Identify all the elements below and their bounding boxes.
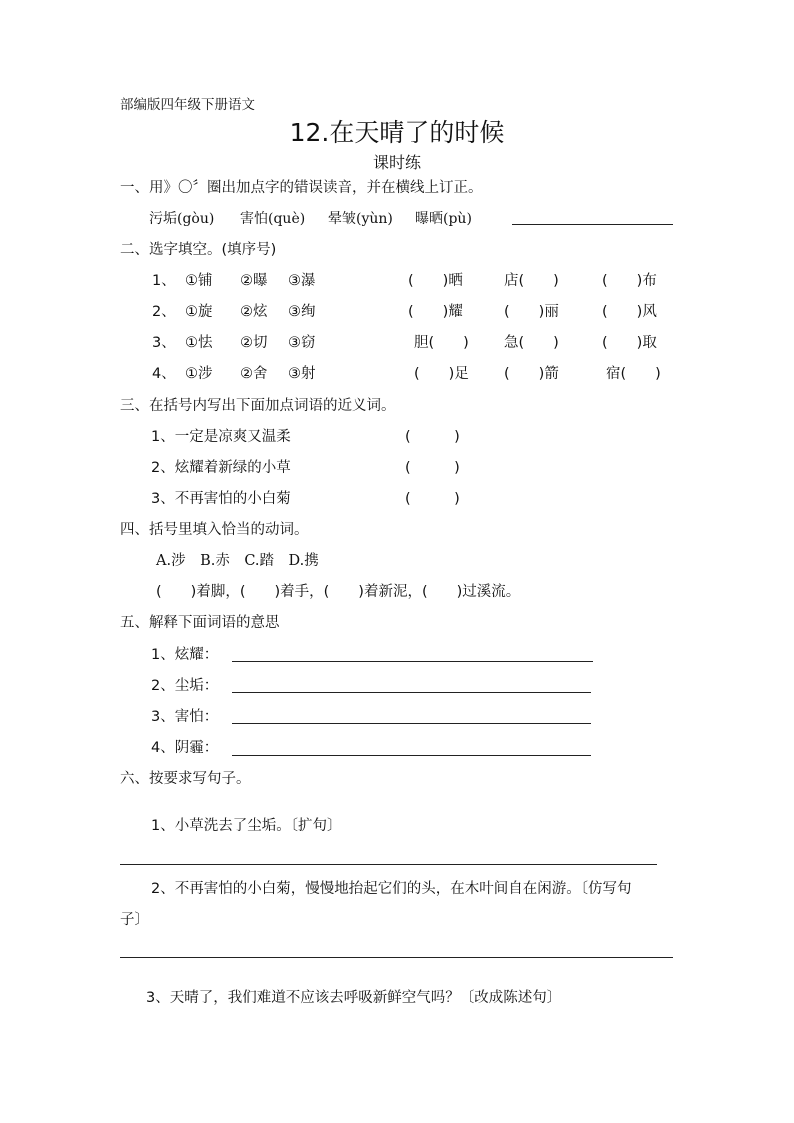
section3-heading: 三、在括号内写出下面加点词语的近义词。: [120, 398, 396, 414]
s1-item: 污垢(gòu): [149, 211, 215, 227]
s2-option: ③射: [288, 366, 316, 382]
s2-row-number: 2、: [152, 304, 176, 320]
section4-heading: 四、括号里填入恰当的动词。: [120, 522, 309, 538]
s5-item: 4、阴霾：: [151, 740, 219, 756]
section2-heading: 二、选字填空。(填序号): [120, 242, 277, 258]
s4-options: A.涉 B.赤 C.踏 D.携: [156, 553, 319, 569]
s5-item: 2、尘垢：: [151, 678, 219, 694]
s2-option: ②炫: [240, 304, 268, 320]
s2-blank[interactable]: ( )取: [602, 335, 657, 351]
s1-answer-line[interactable]: [512, 224, 673, 225]
s3-blank[interactable]: ( ): [405, 491, 460, 507]
s2-option: ①涉: [185, 366, 213, 382]
s5-item: 3、害怕：: [151, 709, 219, 725]
s2-blank[interactable]: 急( ): [504, 335, 559, 351]
s2-blank[interactable]: 店( ): [504, 273, 559, 289]
s5-answer-line[interactable]: [232, 723, 591, 724]
s6-question-3: 3、天晴了，我们难道不应该去呼吸新鲜空气吗？〔改成陈述句〕: [146, 990, 562, 1006]
s5-answer-line[interactable]: [232, 755, 591, 756]
s2-blank[interactable]: 胆( ): [414, 335, 469, 351]
s6-answer-line[interactable]: [120, 957, 673, 958]
s2-option: ①铺: [185, 273, 213, 289]
s2-option: ③绚: [288, 304, 316, 320]
s6-question-1: 1、小草洗去了尘垢。〔扩句〕: [151, 818, 342, 834]
section5-heading: 五、解释下面词语的意思: [120, 615, 280, 631]
s6-answer-line[interactable]: [120, 864, 657, 865]
page-subtitle: 课时练: [372, 153, 421, 172]
s2-blank[interactable]: 宿( ): [606, 366, 661, 382]
s2-option: ②曝: [240, 273, 268, 289]
s2-blank[interactable]: ( )足: [414, 366, 469, 382]
s6-question-2: 2、不再害怕的小白菊，慢慢地抬起它们的头，在木叶间自在闲游。〔仿写句: [151, 881, 632, 897]
page-title: 12.在天晴了的时候: [289, 118, 505, 147]
s2-option: ③窃: [288, 335, 316, 351]
s2-option: ②舍: [240, 366, 268, 382]
edition-label: 部编版四年级下册语文: [120, 97, 255, 113]
s5-answer-line[interactable]: [232, 692, 591, 693]
s1-item: 晕皱(yùn): [328, 211, 393, 227]
s2-blank[interactable]: ( )丽: [504, 304, 559, 320]
s2-option: ①怯: [185, 335, 213, 351]
s3-blank[interactable]: ( ): [405, 429, 460, 445]
s2-blank[interactable]: ( )箭: [504, 366, 559, 382]
s4-sentence[interactable]: ( )着脚，( )着手，( )着新泥，( )过溪流。: [156, 584, 521, 600]
s5-item: 1、炫耀：: [151, 647, 219, 663]
s2-row-number: 4、: [152, 366, 176, 382]
s2-row-number: 3、: [152, 335, 176, 351]
s2-blank[interactable]: ( )耀: [408, 304, 463, 320]
s3-item: 2、炫耀着新绿的小草: [151, 460, 291, 476]
s2-blank[interactable]: ( )布: [602, 273, 657, 289]
s1-item: 曝晒(pù): [415, 211, 472, 227]
s2-row-number: 1、: [152, 273, 176, 289]
s2-option: ①旋: [185, 304, 213, 320]
s3-item: 1、一定是凉爽又温柔: [151, 429, 291, 445]
section6-heading: 六、按要求写句子。: [120, 771, 251, 787]
s2-option: ③瀑: [288, 273, 316, 289]
s2-blank[interactable]: ( )晒: [408, 273, 463, 289]
s2-option: ②切: [240, 335, 268, 351]
s2-blank[interactable]: ( )风: [602, 304, 657, 320]
s3-item: 3、不再害怕的小白菊: [151, 491, 291, 507]
section1-heading: 一、用》〇〞圈出加点字的错误读音，并在横线上订正。: [120, 180, 483, 196]
s5-answer-line[interactable]: [232, 661, 593, 662]
s1-item: 害怕(què): [240, 211, 306, 227]
s3-blank[interactable]: ( ): [405, 460, 460, 476]
s6-question-2-cont: 子〕: [120, 912, 149, 928]
